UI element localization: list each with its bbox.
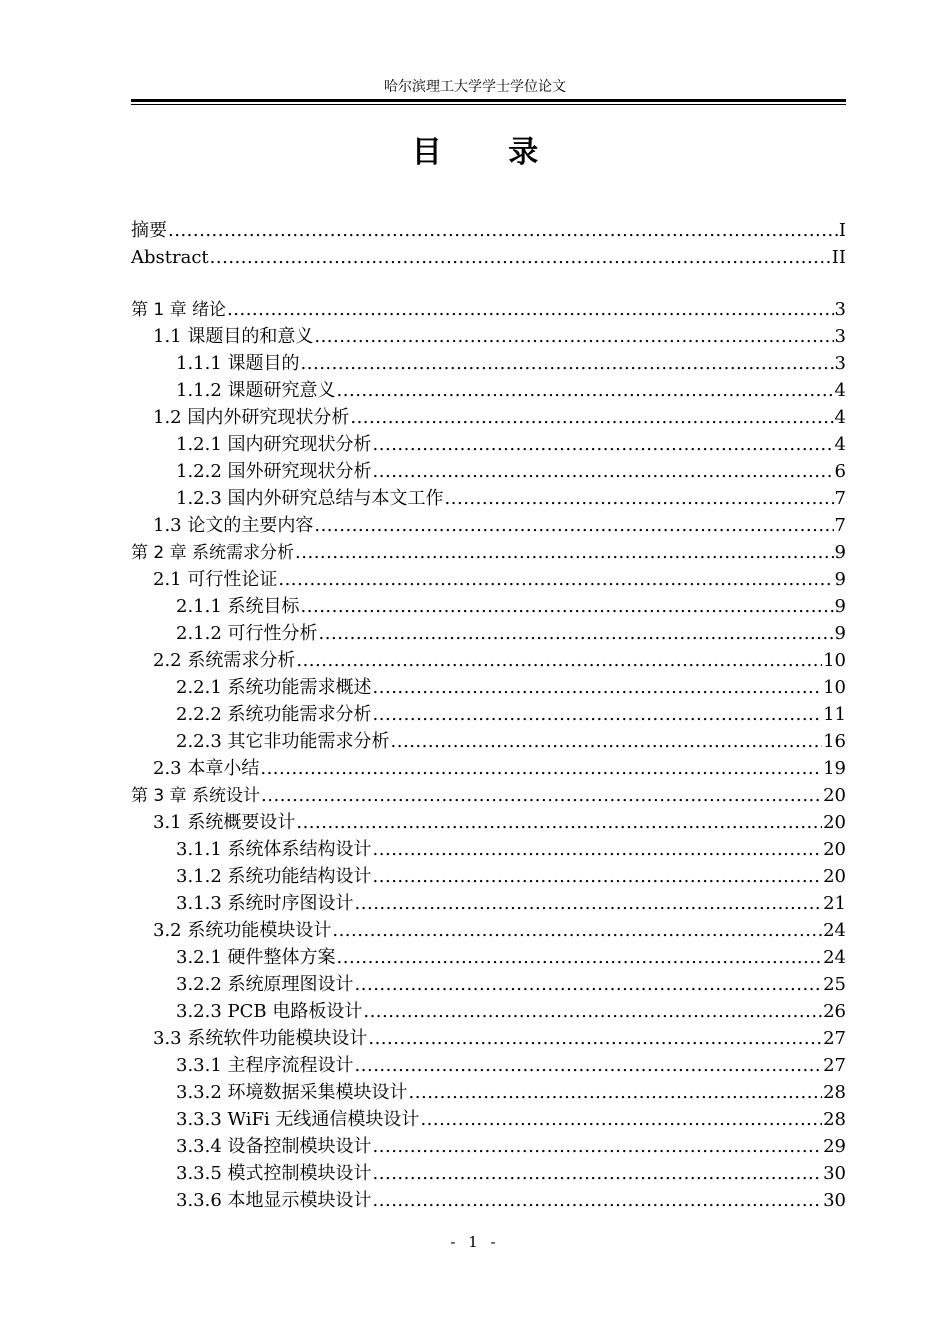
toc-dot-leader xyxy=(368,1025,822,1052)
toc-dot-leader xyxy=(373,701,823,728)
toc-dot-leader xyxy=(332,917,822,944)
toc-dot-leader xyxy=(373,458,834,485)
toc-entry[interactable] xyxy=(131,323,846,350)
toc-entry-page: 9 xyxy=(834,542,846,563)
toc-dot-leader xyxy=(363,998,822,1025)
toc-entry[interactable] xyxy=(131,755,846,782)
header-rule-thick xyxy=(131,99,846,102)
toc-entry-page: 11 xyxy=(823,704,846,725)
toc-entry[interactable] xyxy=(131,1079,846,1106)
toc-dot-leader xyxy=(301,350,834,377)
toc-entry-label: 1.3 论文的主要内容 xyxy=(153,515,314,536)
toc-entry-label: 3.3.2 环境数据采集模块设计 xyxy=(176,1082,408,1103)
toc-entry[interactable] xyxy=(131,593,846,620)
toc-entry-page: 3 xyxy=(834,353,846,374)
toc-entry-page: 24 xyxy=(823,920,846,941)
toc-entry-label: 2.1.2 可行性分析 xyxy=(176,623,318,644)
toc-entry-label: 2.1.1 系统目标 xyxy=(176,596,300,617)
toc-entry[interactable] xyxy=(131,944,846,971)
toc-entry[interactable] xyxy=(131,971,846,998)
toc-entry-page: 9 xyxy=(834,569,846,590)
toc-entry-page: 10 xyxy=(823,650,846,671)
toc-entry-label: 2.2 系统需求分析 xyxy=(153,650,296,671)
toc-entry-label: 摘要 xyxy=(131,220,167,241)
toc-chapter-entry[interactable] xyxy=(131,539,846,566)
toc-entry[interactable] xyxy=(131,1160,846,1187)
header-rule-thin xyxy=(131,104,846,105)
toc-entry-page: 19 xyxy=(823,758,846,779)
toc-dot-leader xyxy=(350,404,833,431)
toc-entry[interactable] xyxy=(131,1187,846,1214)
toc-entry-label: 第 2 章 系统需求分析 xyxy=(131,543,295,563)
toc-entry[interactable] xyxy=(131,620,846,647)
toc-entry-page: 30 xyxy=(823,1190,846,1211)
toc-dot-leader xyxy=(227,296,834,323)
toc-entry-label: 3.3.3 WiFi 无线通信模块设计 xyxy=(176,1109,420,1130)
toc-dot-leader xyxy=(314,323,833,350)
toc-entry-page: 7 xyxy=(834,515,846,536)
toc-entry[interactable] xyxy=(131,998,846,1025)
toc-entry[interactable] xyxy=(131,1025,846,1052)
toc-entry-page: 29 xyxy=(823,1136,846,1157)
toc-entry-page: 4 xyxy=(834,380,846,401)
toc-entry[interactable] xyxy=(131,728,846,755)
toc-entry-label: 1.1.1 课题目的 xyxy=(176,353,300,374)
toc-dot-leader xyxy=(337,377,834,404)
toc-entry[interactable] xyxy=(131,404,846,431)
toc-dot-leader xyxy=(355,1052,823,1079)
toc-entry-label: 3.1.2 系统功能结构设计 xyxy=(176,866,372,887)
toc-entry-page: 7 xyxy=(834,488,846,509)
toc-entry-label: Abstract xyxy=(131,247,209,268)
page-number: - 1 - xyxy=(450,1233,500,1251)
toc-entry-label: 第 1 章 绪论 xyxy=(131,300,227,320)
toc-entry[interactable] xyxy=(131,674,846,701)
toc-entry-label: 2.2.1 系统功能需求概述 xyxy=(176,677,372,698)
toc-entry-label: 3.3.4 设备控制模块设计 xyxy=(176,1136,372,1157)
toc-entry-label: 2.3 本章小结 xyxy=(153,758,260,779)
toc-entry[interactable] xyxy=(131,431,846,458)
toc-entry[interactable] xyxy=(131,1133,846,1160)
toc-entry-page: 24 xyxy=(823,947,846,968)
toc-entry-page: 28 xyxy=(823,1082,846,1103)
toc-entry-label: 3.2 系统功能模块设计 xyxy=(153,920,332,941)
toc-dot-leader xyxy=(260,755,822,782)
toc-entry-page: 9 xyxy=(834,596,846,617)
toc-entry[interactable] xyxy=(131,458,846,485)
toc-dot-leader xyxy=(355,971,823,998)
toc-entry-label: 3.3.1 主程序流程设计 xyxy=(176,1055,354,1076)
toc-entry[interactable] xyxy=(131,350,846,377)
toc-entry-page: 3 xyxy=(834,326,846,347)
toc-entry-label: 3.2.2 系统原理图设计 xyxy=(176,974,354,995)
toc-entry[interactable] xyxy=(131,890,846,917)
toc-entry-page: 20 xyxy=(823,812,846,833)
toc-dot-leader xyxy=(314,512,833,539)
toc-entry[interactable] xyxy=(131,244,846,271)
toc-entry-page: 4 xyxy=(834,434,846,455)
toc-entry[interactable] xyxy=(131,485,846,512)
toc-dot-leader xyxy=(210,244,831,271)
toc-entry-label: 3.3 系统软件功能模块设计 xyxy=(153,1028,368,1049)
toc-entry-label: 1.2 国内外研究现状分析 xyxy=(153,407,350,428)
toc-entry-page: 3 xyxy=(834,299,846,320)
page-title: 目 录 xyxy=(411,135,567,170)
toc-entry-label: 3.1.3 系统时序图设计 xyxy=(176,893,354,914)
toc-entry[interactable] xyxy=(131,566,846,593)
toc-entry-label: 3.2.1 硬件整体方案 xyxy=(176,947,336,968)
toc-dot-leader xyxy=(409,1079,823,1106)
toc-entry-label: 2.2.2 系统功能需求分析 xyxy=(176,704,372,725)
toc-entry-label: 3.1.1 系统体系结构设计 xyxy=(176,839,372,860)
toc-entry[interactable] xyxy=(131,863,846,890)
toc-entry-label: 1.2.3 国内外研究总结与本文工作 xyxy=(176,488,444,509)
toc-dot-leader xyxy=(337,944,823,971)
toc-entry[interactable] xyxy=(131,647,846,674)
toc-dot-leader xyxy=(319,620,834,647)
toc-chapter-entry[interactable] xyxy=(131,782,846,809)
toc-entry-page: 30 xyxy=(823,1163,846,1184)
toc-dot-leader xyxy=(373,836,823,863)
toc-entry-page: II xyxy=(831,247,846,268)
toc-dot-leader xyxy=(261,782,822,809)
toc-entry-label: 3.3.6 本地显示模块设计 xyxy=(176,1190,372,1211)
toc-entry-page: 27 xyxy=(823,1028,846,1049)
toc-entry[interactable] xyxy=(131,809,846,836)
toc-entry-page: 4 xyxy=(834,407,846,428)
toc-dot-leader xyxy=(420,1106,822,1133)
toc-entry-label: 1.1.2 课题研究意义 xyxy=(176,380,336,401)
running-header: 哈尔滨理工大学学士学位论文 xyxy=(384,79,566,95)
toc-entry[interactable] xyxy=(131,836,846,863)
toc-entry-page: 16 xyxy=(823,731,846,752)
toc-entry-label: 3.2.3 PCB 电路板设计 xyxy=(176,1001,363,1022)
toc-entry-page: 20 xyxy=(823,866,846,887)
toc-entry-label: 1.2.1 国内研究现状分析 xyxy=(176,434,372,455)
toc-entry-page: 26 xyxy=(823,1001,846,1022)
toc-dot-leader xyxy=(168,217,838,244)
toc-dot-leader xyxy=(373,674,823,701)
toc-entry[interactable] xyxy=(131,377,846,404)
toc-entry[interactable] xyxy=(131,1106,846,1133)
toc-entry-label: 1.1 课题目的和意义 xyxy=(153,326,314,347)
toc-dot-leader xyxy=(373,1133,823,1160)
toc-dot-leader xyxy=(373,431,834,458)
table-of-contents xyxy=(131,217,846,1214)
toc-entry-page: 25 xyxy=(823,974,846,995)
toc-dot-leader xyxy=(296,809,822,836)
toc-dot-leader xyxy=(391,728,823,755)
toc-chapter-entry[interactable] xyxy=(131,296,846,323)
toc-dot-leader xyxy=(278,566,833,593)
toc-entry-page: 28 xyxy=(823,1109,846,1130)
toc-entry[interactable] xyxy=(131,701,846,728)
toc-entry-page: 21 xyxy=(823,893,846,914)
toc-entry-page: 20 xyxy=(823,839,846,860)
toc-dot-leader xyxy=(295,539,834,566)
toc-dot-leader xyxy=(301,593,834,620)
toc-entry[interactable] xyxy=(131,217,846,244)
toc-entry-page: 10 xyxy=(823,677,846,698)
toc-entry-label: 3.3.5 模式控制模块设计 xyxy=(176,1163,372,1184)
toc-dot-leader xyxy=(296,647,822,674)
toc-entry-label: 2.1 可行性论证 xyxy=(153,569,278,590)
toc-entry-page: 6 xyxy=(834,461,846,482)
toc-dot-leader xyxy=(373,1160,823,1187)
toc-entry-label: 第 3 章 系统设计 xyxy=(131,786,261,806)
toc-entry[interactable] xyxy=(131,512,846,539)
toc-dot-leader xyxy=(355,890,823,917)
toc-entry-page: I xyxy=(838,220,846,241)
toc-dot-leader xyxy=(445,485,834,512)
toc-entry-page: 9 xyxy=(834,623,846,644)
toc-entry-label: 1.2.2 国外研究现状分析 xyxy=(176,461,372,482)
toc-entry-page: 27 xyxy=(823,1055,846,1076)
toc-entry[interactable] xyxy=(131,1052,846,1079)
toc-entry-label: 2.2.3 其它非功能需求分析 xyxy=(176,731,390,752)
toc-entry[interactable] xyxy=(131,917,846,944)
toc-dot-leader xyxy=(373,1187,823,1214)
toc-entry-label: 3.1 系统概要设计 xyxy=(153,812,296,833)
toc-dot-leader xyxy=(373,863,823,890)
toc-entry-page: 20 xyxy=(823,785,846,806)
